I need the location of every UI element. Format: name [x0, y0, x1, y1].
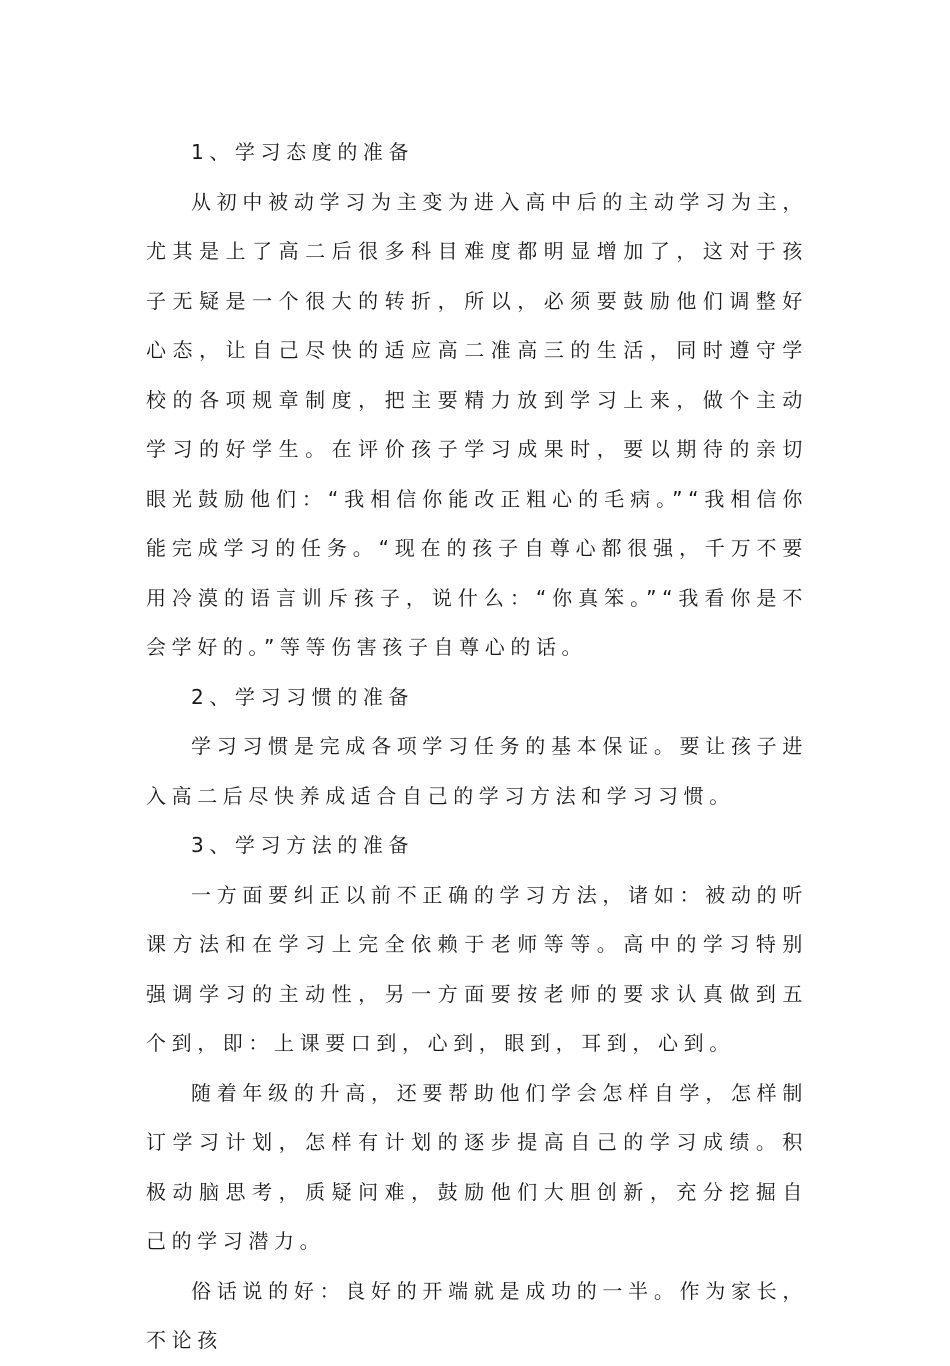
document-body	[146, 128, 808, 1366]
paragraph-self-study: 随着年级的升高，还要帮助他们学会怎样自学，怎样制订学习计划，怎样有计划的逐步提高自己的学习成绩。积极动脑思考，质疑问难，鼓励他们大胆创新，充分挖掘自己的学习潜力。	[146, 1080, 808, 1253]
paragraph-habits: 学习习惯是完成各项学习任务的基本保证。要让孩子进入高二后尽快养成适合自己的学习方法和学习习惯。	[146, 734, 808, 808]
paragraph-attitude: 从初中被动学习为主变为进入高中后的主动学习为主，尤其是上了高二后很多科目难度都明显增加了，这对于孩子无疑是一个很大的转折，所以，必须要鼓励他们调整好心态，让自己尽快的适应高二准高三的生活，同时遵守学校的各项规章制度，把主要精力放到学习上来，做个主动学习的好学生。在评价孩子学习成果时，要以期待的亲切眼光鼓励他们：“我相信你能改正粗心的毛病。”“我相信你能完成学习的任务。“现在的孩子自尊心都很强，千万不要用冷漠的语言训斥孩子，说什么：“你真笨。”“我看你是不会学好的。”等等伤害孩子自尊心的话。	[146, 189, 808, 659]
section-heading-habits: 2、学习习惯的准备	[191, 684, 415, 709]
section-heading-methods: 3、学习方法的准备	[191, 833, 415, 857]
paragraph-methods: 一方面要纠正以前不正确的学习方法，诸如：被动的听课方法和在学习上完全依赖于老师等等。高中的学习特别强调学习的主动性，另一方面要按老师的要求认真做到五个到，即：上课要口到，心到，眼到，耳到，心到。	[146, 882, 808, 1055]
section-heading-attitude: 1、学习态度的准备	[191, 140, 415, 164]
paragraph-proverb: 俗话说的好：良好的开端就是成功的一半。作为家长，不论孩	[146, 1278, 808, 1352]
